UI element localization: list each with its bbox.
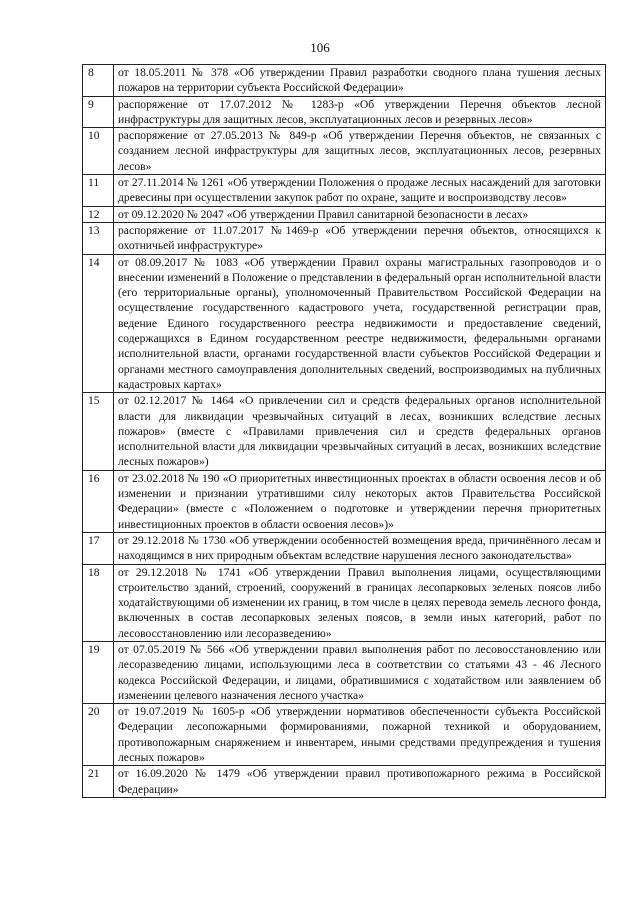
row-number: 10 — [83, 128, 114, 175]
row-number: 20 — [83, 704, 114, 766]
row-number: 13 — [83, 222, 114, 254]
row-number: 12 — [83, 206, 114, 222]
row-number: 16 — [83, 470, 114, 532]
row-text: распоряжение от 27.05.2013 № 849-р «Об утверждении Перечня объектов, не связанных с созданием лесной инфраструктуры для защитных лесов, эксплуатационных лесов, резервных лесов» — [114, 128, 606, 175]
table-row — [83, 393, 606, 470]
row-text: от 23.02.2018 № 190 «О приоритетных инвестиционных проектах в области освоения лесов и об изменении и признании утратившими силу некоторых актов Правительства Российской Федерации» (вместе с «Положением о подготовке и утверждении перечня приоритетных инвестиционных проектов в области освоения лесов»)» — [114, 470, 606, 532]
table-row — [83, 532, 606, 564]
row-number: 14 — [83, 254, 114, 393]
row-text: от 02.12.2017 № 1464 «О привлечении сил и средств федеральных органов исполнительной власти для ликвидации чрезвычайных ситуаций в лесах, возникших вследствие лесных пожаров» (вместе с «Правилами привлечения сил и средств федеральных органов исполнительной власти для ликвидации чрезвычайных ситуаций в лесах, возникших вследствие лесных пожаров») — [114, 393, 606, 470]
row-text: от 29.12.2018 № 1741 «Об утверждении Правил выполнения лицами, осуществляющими строительство зданий, строений, сооружений в границах лесопарковых зеленых поясов либо ходатайствующими об изменении их границ, в том числе в целях перевода земель лесного фонда, включенных в состав лесопарковых зеленых поясов, в земли иных категорий, работ по лесовосстановлению или лесоразведению» — [114, 564, 606, 641]
row-number: 8 — [83, 65, 114, 97]
table-row — [83, 206, 606, 222]
row-text: от 09.12.2020 № 2047 «Об утверждении Правил санитарной безопасности в лесах» — [114, 206, 606, 222]
table-row — [83, 175, 606, 207]
row-text: от 07.05.2019 № 566 «Об утверждении правил выполнения работ по лесовосстановлению или лесоразведению лицами, использующими леса в соответствии со статьями 43 - 46 Лесного кодекса Российской Федерации, и лицами, обратившимися с ходатайством или заявлением об изменении целевого назначения лесного участка» — [114, 641, 606, 703]
table-row — [83, 128, 606, 175]
table-row — [83, 470, 606, 532]
table-row — [83, 96, 606, 128]
row-number: 11 — [83, 175, 114, 207]
row-text: от 16.09.2020 № 1479 «Об утверждении правил противопожарного режима в Российской Федерации» — [114, 766, 606, 798]
table-row — [83, 254, 606, 393]
row-number: 17 — [83, 532, 114, 564]
row-number: 18 — [83, 564, 114, 641]
row-text: распоряжение от 17.07.2012 № 1283-р «Об утверждении Перечня объектов лесной инфраструктуры для защитных лесов, эксплуатационных лесов и резервных лесов» — [114, 96, 606, 128]
table-row — [83, 564, 606, 641]
row-number: 19 — [83, 641, 114, 703]
page-number: 106 — [310, 40, 330, 55]
row-text: от 27.11.2014 № 1261 «Об утверждении Положения о продаже лесных насаждений для заготовки древесины при осуществлении закупок работ по охране, защите и воспроизводству лесов» — [114, 175, 606, 207]
table-row — [83, 766, 606, 798]
table-row — [83, 641, 606, 703]
table-row — [83, 65, 606, 97]
row-number: 9 — [83, 96, 114, 128]
row-number: 15 — [83, 393, 114, 470]
row-text: от 19.07.2019 № 1605-р «Об утверждении нормативов обеспеченности субъекта Российской Федерации лесопожарными формированиями, пожарной техникой и оборудованием, противопожарным снаряжением и инвентарем, иными средствами предупреждения и тушения лесных пожаров» — [114, 704, 606, 766]
row-text: от 18.05.2011 № 378 «Об утверждении Правил разработки сводного плана тушения лесных пожаров на территории субъекта Российской Федерации» — [114, 65, 606, 97]
table-row — [83, 704, 606, 766]
regulations-table — [82, 64, 606, 798]
row-text: от 29.12.2018 № 1730 «Об утверждении особенностей возмещения вреда, причинённого лесам и находящимся в них природным объектам вследствие нарушения лесного законодательства» — [114, 532, 606, 564]
row-text: от 08.09.2017 № 1083 «Об утверждении Правил охраны магистральных газопроводов и о внесении изменений в Положение о представлении в федеральный орган исполнительной власти (его территориальные органы), уполномоченный Правительством Российской Федерации на осуществление государственного кадастрового учета, государственной регистрации прав, ведение Единого государственного реестра недвижимости и предоставление сведений, содержащихся в Едином государственном реестре недвижимости, федеральными органами исполнительной власти, органами государственной власти субъектов Российской Федерации и органами местного самоуправления дополнительных сведений, воспроизводимых на публичных кадастровых картах» — [114, 254, 606, 393]
table-row — [83, 222, 606, 254]
row-number: 21 — [83, 766, 114, 798]
row-text: распоряжение от 11.07.2017 №1469-р «Об утверждении перечня объектов, относящихся к охотничьей инфраструктуре» — [114, 222, 606, 254]
